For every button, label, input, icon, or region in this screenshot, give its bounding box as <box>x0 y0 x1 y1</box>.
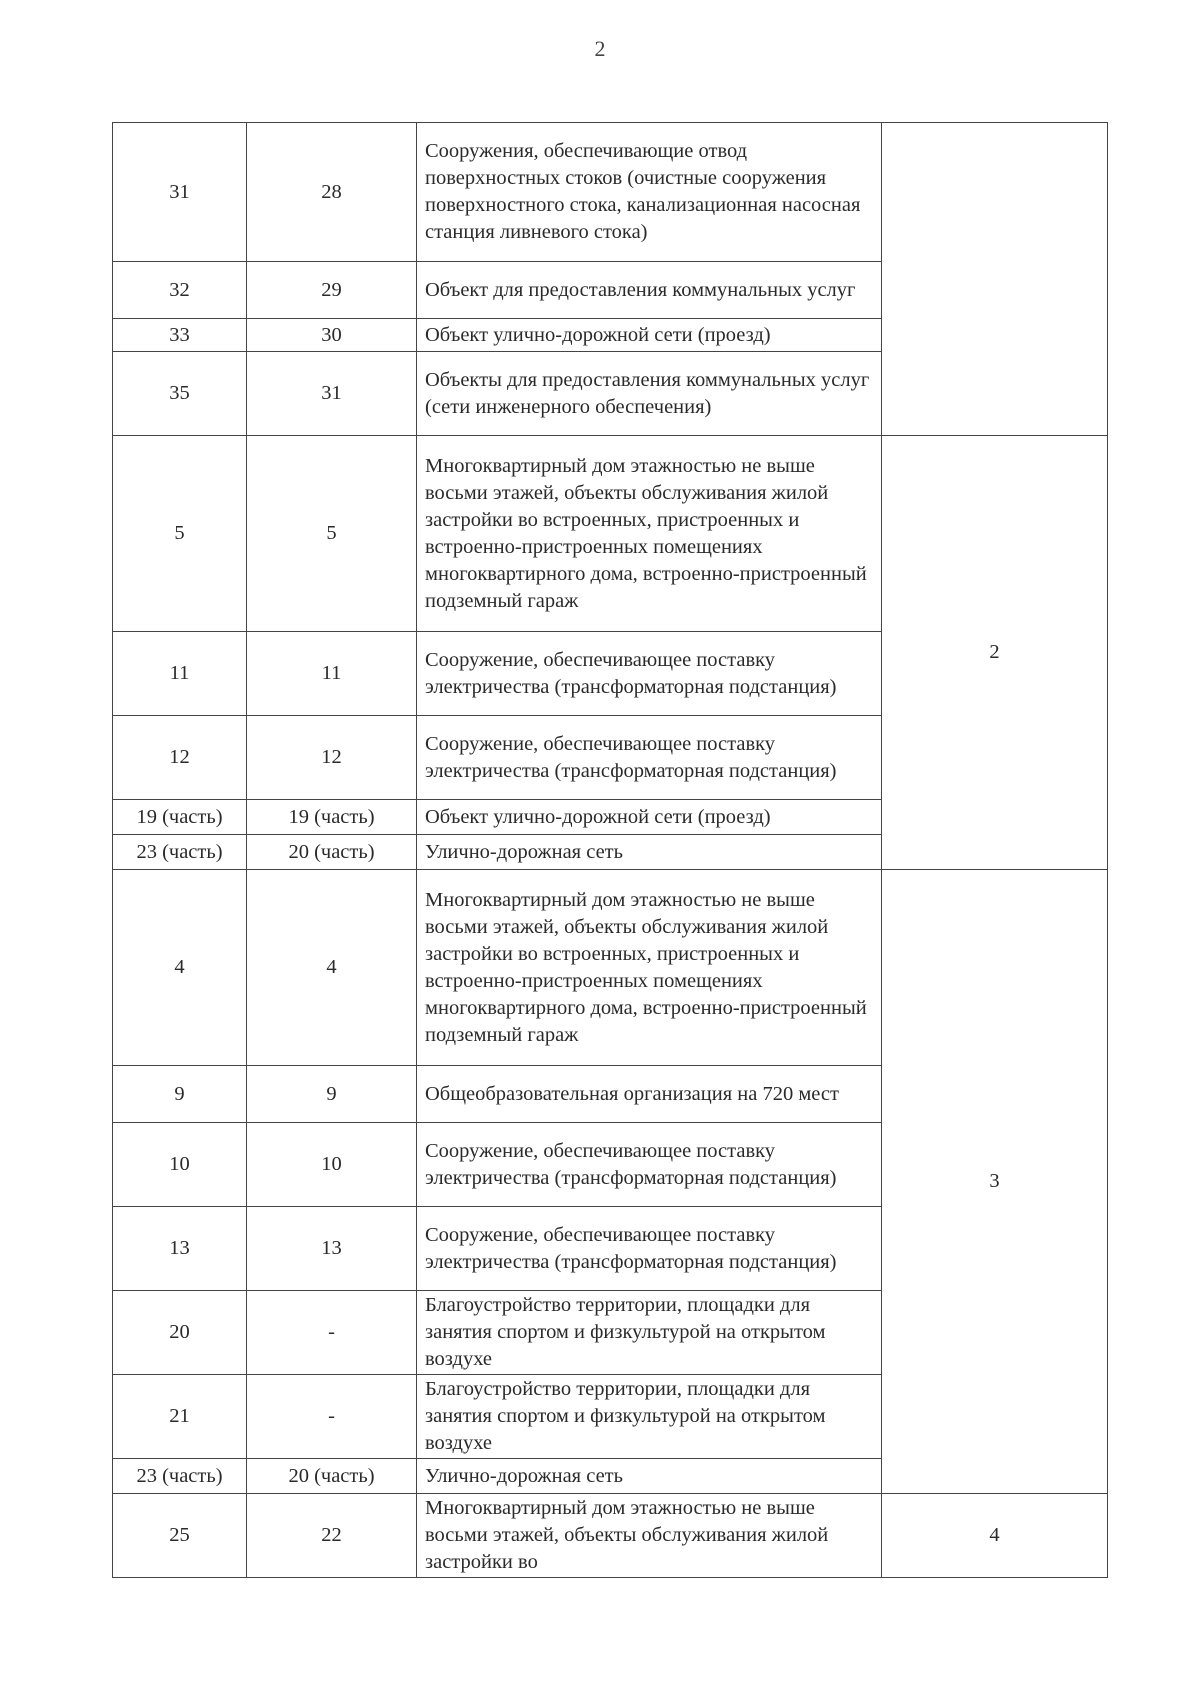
cell-number-a: 12 <box>113 716 247 800</box>
cell-group-number: 3 <box>882 870 1108 1494</box>
cell-object-description: Многоквартирный дом этажностью не выше восьми этажей, объекты обслуживания жилой застройки во <box>417 1494 882 1578</box>
cell-number-b: - <box>247 1375 417 1459</box>
cell-group-number: 4 <box>882 1494 1108 1578</box>
cell-group-number <box>882 123 1108 436</box>
cell-number-a: 13 <box>113 1207 247 1291</box>
cell-number-a: 33 <box>113 319 247 352</box>
cell-number-a: 23 (часть) <box>113 835 247 870</box>
cell-number-b: 28 <box>247 123 417 262</box>
cell-number-b: 29 <box>247 262 417 319</box>
cell-number-a: 25 <box>113 1494 247 1578</box>
cell-object-description: Благоустройство территории, площадки для занятия спортом и физкультурой на открытом воздухе <box>417 1375 882 1459</box>
cell-object-description: Сооружение, обеспечивающее поставку электричества (трансформаторная подстанция) <box>417 632 882 716</box>
cell-number-b: - <box>247 1291 417 1375</box>
cell-object-description: Объект улично-дорожной сети (проезд) <box>417 800 882 835</box>
cell-number-b: 31 <box>247 352 417 436</box>
cell-object-description: Объекты для предоставления коммунальных услуг (сети инженерного обеспечения) <box>417 352 882 436</box>
cell-object-description: Общеобразовательная организация на 720 мест <box>417 1066 882 1123</box>
cell-number-a: 10 <box>113 1123 247 1207</box>
cell-object-description: Сооружение, обеспечивающее поставку электричества (трансформаторная подстанция) <box>417 716 882 800</box>
table-row <box>113 870 1108 1066</box>
cell-object-description: Улично-дорожная сеть <box>417 835 882 870</box>
table-row <box>113 1494 1108 1578</box>
cell-number-a: 20 <box>113 1291 247 1375</box>
cell-group-number: 2 <box>882 436 1108 870</box>
cell-number-b: 30 <box>247 319 417 352</box>
cell-object-description: Сооружение, обеспечивающее поставку электричества (трансформаторная подстанция) <box>417 1123 882 1207</box>
page-number: 2 <box>594 36 606 61</box>
table-row <box>113 123 1108 262</box>
cell-number-b: 11 <box>247 632 417 716</box>
cell-object-description: Улично-дорожная сеть <box>417 1459 882 1494</box>
cell-object-description: Сооружение, обеспечивающее поставку электричества (трансформаторная подстанция) <box>417 1207 882 1291</box>
cell-object-description: Многоквартирный дом этажностью не выше восьми этажей, объекты обслуживания жилой застройки во встроенных, пристроенных и встроенно-пристроенных помещениях многоквартирного дома, встроенно-пристроенный подземный гараж <box>417 436 882 632</box>
cell-number-b: 20 (часть) <box>247 835 417 870</box>
cell-object-description: Многоквартирный дом этажностью не выше восьми этажей, объекты обслуживания жилой застройки во встроенных, пристроенных и встроенно-пристроенных помещениях многоквартирного дома, встроенно-пристроенный подземный гараж <box>417 870 882 1066</box>
cell-number-b: 22 <box>247 1494 417 1578</box>
cell-object-description: Объект для предоставления коммунальных услуг <box>417 262 882 319</box>
cell-number-a: 35 <box>113 352 247 436</box>
cell-object-description: Объект улично-дорожной сети (проезд) <box>417 319 882 352</box>
cell-object-description: Благоустройство территории, площадки для занятия спортом и физкультурой на открытом воздухе <box>417 1291 882 1375</box>
cell-number-a: 32 <box>113 262 247 319</box>
cell-number-a: 5 <box>113 436 247 632</box>
cell-number-a: 9 <box>113 1066 247 1123</box>
table-row <box>113 436 1108 632</box>
cell-number-b: 19 (часть) <box>247 800 417 835</box>
cell-number-b: 20 (часть) <box>247 1459 417 1494</box>
cell-number-a: 31 <box>113 123 247 262</box>
cell-number-a: 23 (часть) <box>113 1459 247 1494</box>
cell-number-b: 5 <box>247 436 417 632</box>
cell-number-a: 21 <box>113 1375 247 1459</box>
cell-number-b: 9 <box>247 1066 417 1123</box>
cell-number-b: 4 <box>247 870 417 1066</box>
cell-number-a: 11 <box>113 632 247 716</box>
cell-number-a: 19 (часть) <box>113 800 247 835</box>
objects-table <box>112 122 1108 1578</box>
cell-object-description: Сооружения, обеспечивающие отвод поверхностных стоков (очистные сооружения поверхностного стока, канализационная насосная станция ливневого стока) <box>417 123 882 262</box>
cell-number-a: 4 <box>113 870 247 1066</box>
cell-number-b: 10 <box>247 1123 417 1207</box>
cell-number-b: 12 <box>247 716 417 800</box>
cell-number-b: 13 <box>247 1207 417 1291</box>
